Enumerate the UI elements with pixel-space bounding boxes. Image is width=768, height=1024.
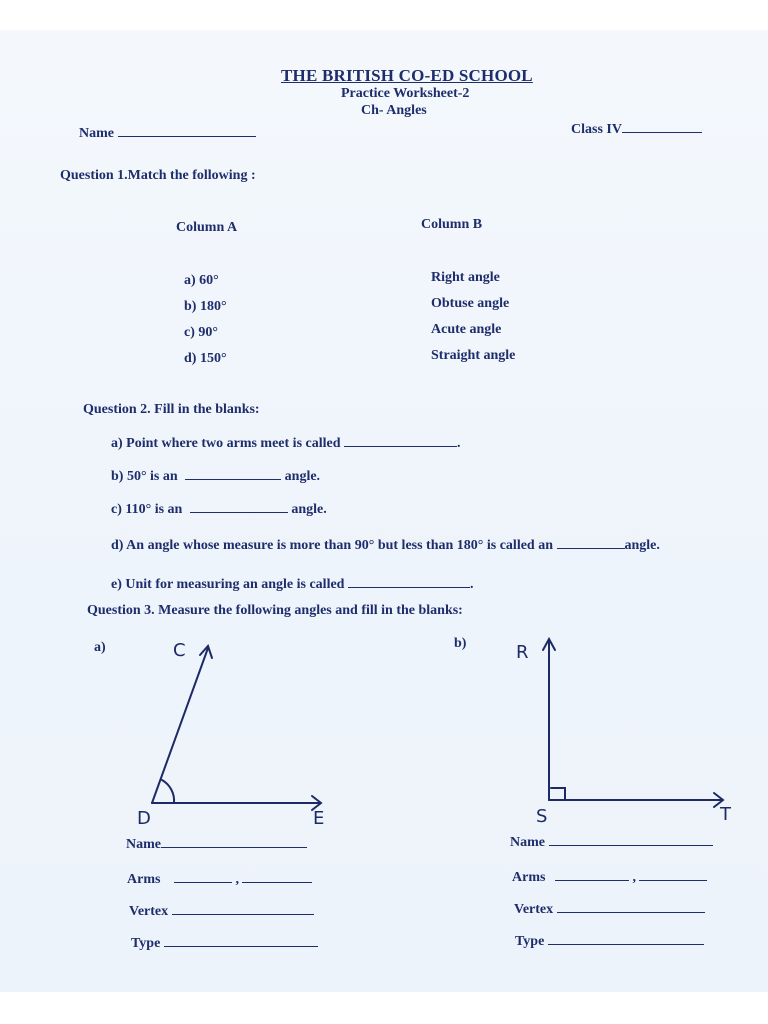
point-d-label: D — [137, 808, 151, 829]
b-type-field[interactable] — [515, 932, 704, 950]
point-e-label: E — [313, 808, 325, 829]
figure-a-label: a) — [94, 640, 106, 655]
b-vertex-label: Vertex — [514, 902, 554, 917]
col-b-item: Acute angle — [431, 322, 502, 337]
q2-item-text: b) 50° is an — [111, 469, 178, 484]
b-arms-field[interactable] — [512, 868, 707, 886]
a-type-label: Type — [131, 936, 161, 951]
a-arms-separator: , — [235, 872, 239, 887]
point-r-label: R — [516, 642, 529, 663]
b-type-label: Type — [515, 934, 545, 949]
b-name-label: Name — [510, 835, 545, 850]
b-arm1-blank[interactable] — [555, 868, 629, 881]
q3-title: Question 3. Measure the following angles and fill in the blanks: — [87, 603, 463, 618]
arm-dc — [152, 648, 208, 803]
col-b-item: Straight angle — [431, 348, 516, 363]
a-name-label: Name — [126, 837, 161, 852]
q2-item-text: c) 110° is an — [111, 502, 183, 517]
col-a-item: a) 60° — [184, 273, 219, 288]
column-a-header: Column A — [176, 220, 238, 235]
q2-item-suffix: . — [469, 577, 474, 592]
chapter-title: Ch- Angles — [361, 103, 427, 118]
q2-title: Question 2. Fill in the blanks: — [83, 402, 260, 417]
b-arms-label: Arms — [512, 870, 546, 885]
a-type-blank[interactable] — [164, 934, 318, 947]
q2-item-text: e) Unit for measuring an angle is called — [111, 577, 345, 592]
col-b-item: Obtuse angle — [431, 296, 510, 311]
col-b-item: Right angle — [431, 270, 500, 285]
b-arm2-blank[interactable] — [639, 868, 707, 881]
a-type-field[interactable] — [131, 934, 318, 952]
point-s-label: S — [536, 806, 548, 827]
a-name-field[interactable] — [126, 835, 307, 853]
col-a-item: b) 180° — [184, 299, 227, 314]
a-vertex-label: Vertex — [129, 904, 169, 919]
a-arms-field[interactable] — [127, 870, 312, 888]
q2-item-suffix: angle. — [291, 502, 327, 517]
b-vertex-blank[interactable] — [557, 900, 705, 913]
b-name-field[interactable] — [510, 833, 713, 851]
angle-arc — [162, 780, 174, 803]
col-a-item: c) 90° — [184, 325, 218, 340]
figure-b-label: b) — [454, 636, 467, 651]
point-t-label: T — [720, 804, 731, 825]
b-name-blank[interactable] — [549, 833, 713, 846]
a-arm2-blank[interactable] — [242, 870, 312, 883]
column-b-header: Column B — [421, 217, 483, 232]
q2-item-suffix: . — [457, 436, 461, 451]
a-arm1-blank[interactable] — [174, 870, 232, 883]
point-c-label: C — [173, 640, 186, 661]
name-label: Name — [79, 126, 114, 141]
worksheet-title: Practice Worksheet-2 — [341, 86, 470, 101]
q2-item-suffix: angle. — [284, 469, 321, 484]
school-title: THE BRITISH CO-ED SCHOOL — [281, 66, 533, 85]
a-vertex-field[interactable] — [129, 902, 314, 920]
b-arms-separator: , — [632, 870, 636, 885]
q1-title: Question 1.Match the following : — [60, 168, 256, 183]
b-vertex-field[interactable] — [514, 900, 705, 918]
col-a-item: d) 150° — [184, 351, 227, 366]
q2-item-text: a) Point where two arms meet is called — [111, 436, 341, 451]
q2-item-text: d) An angle whose measure is more than 90° but less than 180° is called an — [111, 538, 553, 553]
a-arms-label: Arms — [127, 872, 161, 887]
a-vertex-blank[interactable] — [172, 902, 314, 915]
b-type-blank[interactable] — [548, 932, 704, 945]
class-label: Class IV — [571, 122, 622, 137]
a-name-blank[interactable] — [161, 835, 307, 848]
q2-item-suffix: angle. — [624, 538, 660, 553]
right-angle-mark — [551, 788, 565, 800]
